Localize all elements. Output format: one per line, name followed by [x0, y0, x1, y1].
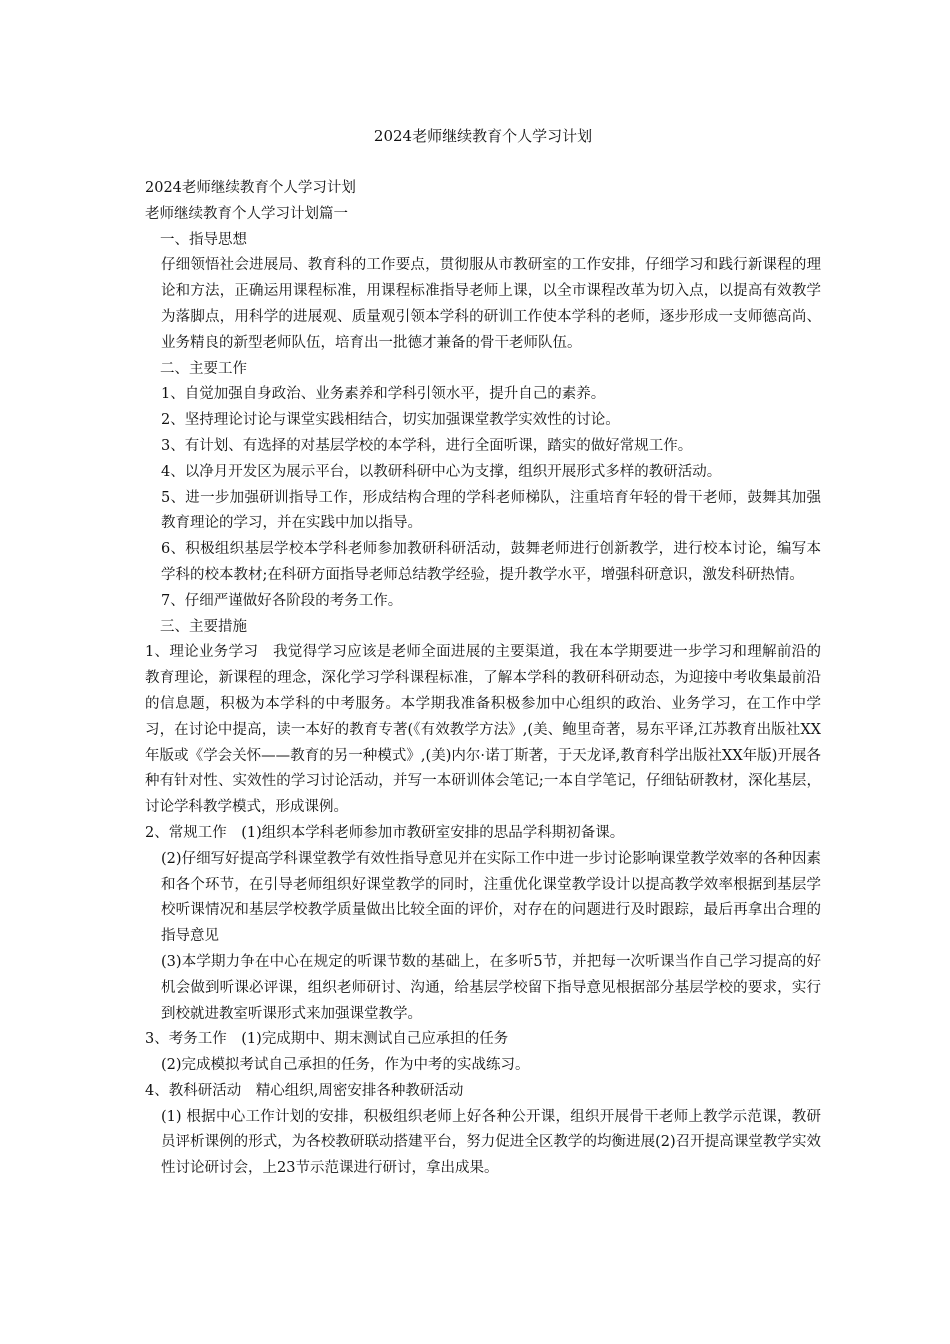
text-line: 3、有计划、有选择的对基层学校的本学科，进行全面听课，踏实的做好常规工作。 [161, 437, 693, 454]
text-line: 4、以净月开发区为展示平台，以教研科研中心为支撑，组织开展形式多样的教研活动。 [161, 463, 722, 480]
text-line: 三、主要措施 [160, 618, 247, 635]
text-line: 4、教科研活动 精心组织,周密安排各种教研活动 [145, 1082, 464, 1099]
text-line: 1、自觉加强自身政治、业务素养和学科引领水平，提升自己的素养。 [161, 386, 606, 403]
paragraph: (1) 根据中心工作计划的安排，积极组织老师上好各种公开课，组织开展骨干老师上教学示范课，教研员评析课例的形式，为各校教研联动搭建平台，努力促进全区教学的均衡进展(2)召开提高课堂教学实效性讨论研讨会，上23节示范课进行研讨，拿出成果。 [161, 1108, 821, 1177]
text-line: 2024老师继续教育个人学习计划 [145, 180, 356, 196]
text-line: 一、指导思想 [160, 231, 247, 248]
page-title: 2024老师继续教育个人学习计划 [373, 127, 593, 145]
text-line: 老师继续教育个人学习计划篇一 [145, 205, 348, 222]
paragraph: 5、进一步加强研训指导工作，形成结构合理的学科老师梯队，注重培育年轻的骨干老师，鼓舞其加强教育理论的学习，并在实践中加以指导。 [161, 489, 821, 532]
text-line: (2)完成模拟考试自己承担的任务，作为中考的实战练习。 [161, 1057, 530, 1074]
text-line: 2、坚持理论讨论与课堂实践相结合，切实加强课堂教学实效性的讨论。 [161, 412, 620, 429]
paragraph: (2)仔细写好提高学科课堂教学有效性指导意见并在实际工作中进一步讨论影响课堂教学效率的各种因素和各个环节，在引导老师组织好课堂教学的同时，注重优化课堂教学设计以提高教学效率根据到基层学校听课情况和基层学校教学质量做出比较全面的评价，对存在的问题进行及时跟踪，最后再拿出合理的指导意见 [161, 850, 821, 945]
document-body [145, 176, 821, 1182]
paragraph: 仔细领悟社会进展局、教育科的工作要点，贯彻服从市教研室的工作安排，仔细学习和践行新课程的理论和方法，正确运用课程标准，用课程标准指导老师上课，以全市课程改革为切入点，以提高有效教学为落脚点，用科学的进展观、质量观引领本学科的研训工作使本学科的老师，逐步形成一支师德高尚、业务精良的新型老师队伍，培育出一批德才兼备的骨干老师队伍。 [161, 257, 821, 351]
text-line: 2、常规工作 (1)组织本学科老师参加市教研室安排的思品学科期初备课。 [145, 824, 625, 841]
paragraph: 1、理论业务学习 我觉得学习应该是老师全面进展的主要渠道，我在本学期要进一步学习和理解前沿的教育理论，新课程的理念，深化学习学科课程标准，了解本学科的教研科研动态，为迎接中考收集最前沿的信息题，积极为本学科的中考服务。本学期我准备积极参加中心组织的政治、业务学习，在工作中学习，在讨论中提高，读一本好的教育专著(《有效教学方法》,(美、鲍里奇著，易东平译,江苏教育出版社XX年版或《学会关怀——教育的另一种模式》,(美)内尔·诺丁斯著，于天龙译,教育科学出版社XX年版)开展各种有针对性、实效性的学习讨论活动，并写一本研训体会笔记;一本自学笔记，仔细钻研教材，深化基层，讨论学科教学模式，形成课例。 [145, 644, 821, 816]
paragraph: 6、积极组织基层学校本学科老师参加教研科研活动，鼓舞老师进行创新教学，进行校本讨论，编写本学科的校本教材;在科研方面指导老师总结教学经验，提升教学水平，增强科研意识，激发科研热情。 [161, 541, 821, 583]
text-line: 3、考务工作 (1)完成期中、期末测试自己应承担的任务 [145, 1031, 509, 1048]
text-line: 二、主要工作 [160, 360, 247, 377]
paragraph: (3)本学期力争在中心在规定的听课节数的基础上，在多听5节，并把每一次听课当作自己学习提高的好机会做到听课必评课，组织老师研讨、沟通，给基层学校留下指导意见根据部分基层学校的要求，实行到校就进教室听课形式来加强课堂教学。 [161, 953, 821, 1022]
text-line: 7、仔细严谨做好各阶段的考务工作。 [161, 592, 403, 609]
